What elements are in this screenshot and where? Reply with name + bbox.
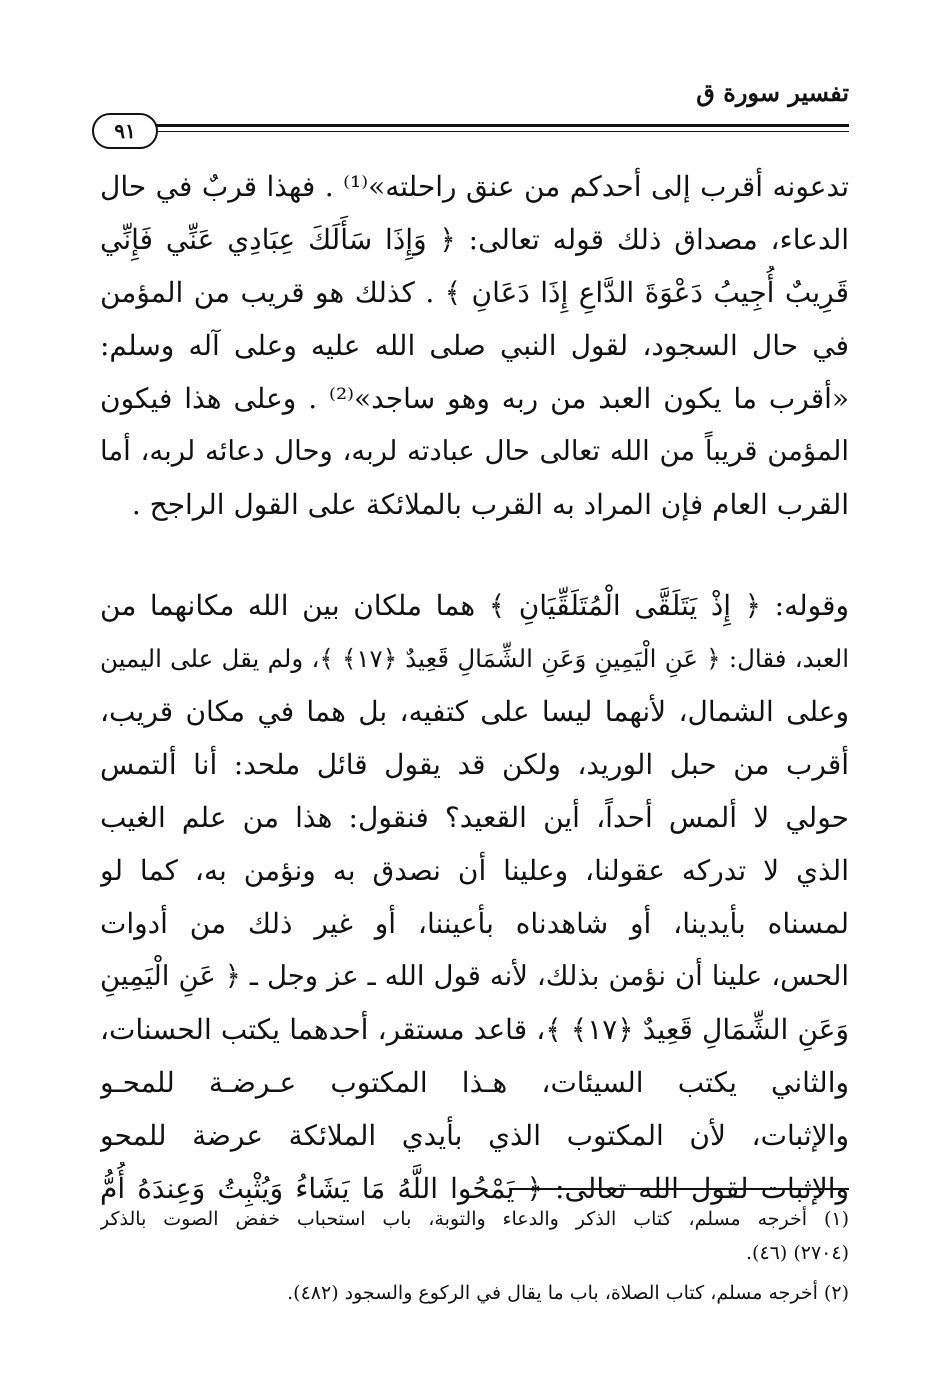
footnote-separator	[509, 1188, 849, 1190]
paragraph-2	[100, 579, 849, 1215]
footnote-2	[100, 1276, 849, 1310]
text-line: والإثبات، لأن المكتوب الذي بأيدي الملائكة عرضة للمحو	[100, 1119, 849, 1152]
text-line: قَرِيبٌ أُجِيبُ دَعْوَةَ الدَّاعِ إِذَا دَعَانِ ﴾ . كذلك هو قريب من المؤمن	[100, 276, 849, 309]
text-line: وقوله: ﴿ إِذْ يَتَلَقَّى الْمُتَلَقِّيَانِ ﴾ هما ملكان بين الله مكانهما من	[100, 589, 849, 622]
text-line: والثاني يكتب السيئات، هـذا المكتوب عـرضـة للمحـو	[100, 1066, 849, 1099]
body-text	[100, 160, 849, 1215]
footnote-line: (٢٧٠٤) (٤٦).	[746, 1242, 849, 1264]
text-line: وعلى الشمال، لأنهما ليسا على كتفيه، بل هما في مكان قريب،	[100, 695, 849, 728]
text-line: حولي لا ألمس أحداً، أين القعيد؟ فنقول: هذا من علم الغيب	[100, 801, 849, 834]
text-line: وَعَنِ الشِّمَالِ قَعِيدٌ ﴿١٧﴾ ﴾، قاعد مستقر، أحدهما يكتب الحسنات،	[100, 1013, 849, 1046]
text-line: الحس، علينا أن نؤمن بذلك، لأنه قول الله ـ عز وجل ـ ﴿ عَنِ الْيَمِينِ	[100, 960, 849, 992]
text-line: القرب العام فإن المراد به القرب بالملائكة على القول الراجح .	[131, 488, 849, 521]
footnote-1	[100, 1202, 849, 1270]
paragraph-1	[100, 160, 849, 531]
running-header-title: تفسير سورة ق	[696, 78, 849, 107]
footnotes	[100, 1202, 849, 1310]
footnote-line: (٢) أخرجه مسلم، كتاب الصلاة، باب ما يقال في الركوع والسجود (٤٨٢).	[287, 1282, 849, 1304]
text-line: في حال السجود، لقول النبي صلى الله عليه وعلى آله وسلم:	[100, 329, 849, 362]
text-line: الدعاء، مصداق ذلك قوله تعالى: ﴿ وَإِذَا سَأَلَكَ عِبَادِي عَنِّي فَإِنِّي	[100, 223, 849, 256]
text-line: الذي لا تدركه عقولنا، وعلينا أن نصدق به ونؤمن به، كما لو	[100, 854, 849, 887]
text-line: أقرب من حبل الوريد، ولكن قد يقول قائل ملحد: أنا ألتمس	[100, 748, 849, 781]
text-line: والإثبات لقول الله تعالى: ﴿ يَمْحُوا اللَّهُ مَا يَشَاءُ وَيُثْبِتُ وَعِندَهُ أُمُّ	[100, 1172, 849, 1205]
page-number-badge: ٩١	[92, 113, 158, 149]
text-line: لمسناه بأيدينا، أو شاهدناه بأعيننا، أو غير ذلك من أدوات	[100, 907, 849, 940]
text-line: تدعونه أقرب إلى أحدكم من عنق راحلته»⁽¹⁾ . فهذا قربٌ في حال	[100, 170, 849, 203]
text-line: العبد، فقال: ﴿ عَنِ الْيَمِينِ وَعَنِ الشِّمَالِ قَعِيدٌ ﴿١٧﴾ ﴾، ولم يقل على اليمين	[100, 644, 849, 673]
text-line: «أقرب ما يكون العبد من ربه وهو ساجد»⁽²⁾ . وعلى هذا فيكون	[100, 382, 849, 415]
text-line: المؤمن قريباً من الله تعالى حال عبادته لربه، وحال دعائه لربه، أما	[100, 435, 849, 467]
header-rule	[150, 124, 849, 132]
footnote-line: (١) أخرجه مسلم، كتاب الذكر والدعاء والتوبة، باب استحباب خفض الصوت بالذكر	[100, 1208, 849, 1230]
